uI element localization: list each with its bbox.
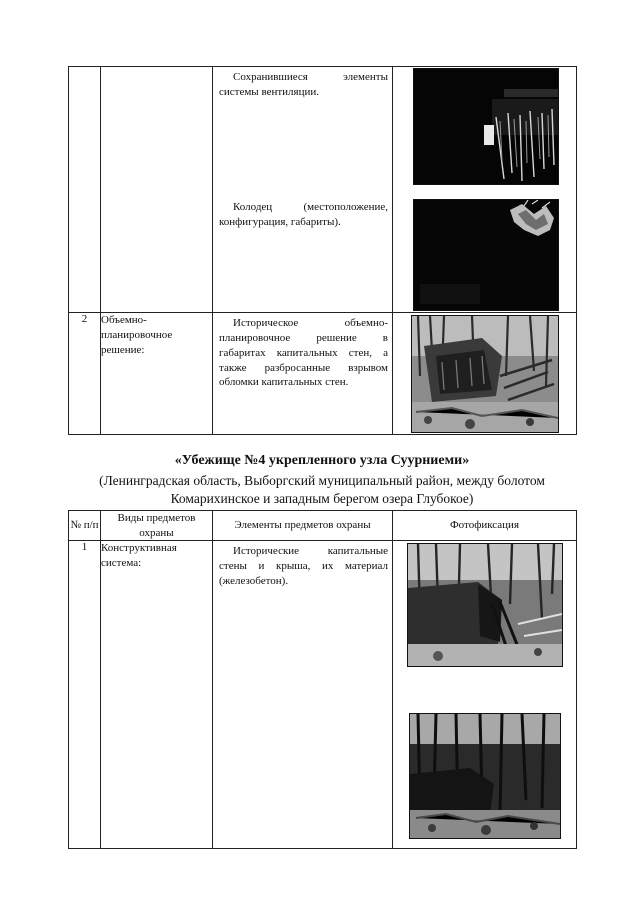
photo-well	[413, 199, 559, 311]
section-subtitle-line2: Комарихинское и западным берегом озера Глубокое)	[170, 491, 474, 506]
cell-number: 2	[69, 313, 101, 435]
cell-photo	[393, 313, 577, 435]
cell-photo	[393, 541, 577, 849]
table-row	[69, 541, 577, 849]
header-photo: Фотофиксация	[393, 511, 577, 541]
table-protection-subjects	[68, 510, 577, 849]
header-protection-type: Виды предметов охраны	[101, 511, 213, 541]
table-header-row	[69, 511, 577, 541]
element-ventilation-text: Сохранившиеся элементы системы вентиляции.	[219, 71, 388, 98]
element-well-text: Колодец (местоположение, конфигурация, габариты).	[219, 201, 388, 228]
section-subtitle-line1: (Ленинградская область, Выборгский муниципальный район, между болотом	[99, 473, 545, 488]
cell-protection-elements	[213, 313, 393, 435]
photo-ventilation	[413, 68, 559, 185]
table-continuation	[68, 66, 577, 435]
cell-number	[69, 67, 101, 313]
cell-photo	[393, 67, 577, 313]
header-protection-elements: Элементы предметов охраны	[213, 511, 393, 541]
cell-protection-type: Конструктивная система:	[101, 541, 213, 849]
cell-protection-type	[101, 67, 213, 313]
photo-structure-2	[409, 713, 561, 839]
cell-number: 1	[69, 541, 101, 849]
element-structure-text: Исторические капитальные стены и крыша, их материал (железобетон).	[219, 545, 388, 587]
element-layout-text: Историческое объемно-планировочное решение в габаритах капитальных стен, а также разбросанные взрывом обломки капитальных стен.	[219, 317, 388, 389]
section-title: «Убежище №4 укрепленного узла Суурниеми»	[174, 453, 470, 468]
cell-protection-elements	[213, 541, 393, 849]
cell-protection-type: Объемно-планировочное решение:	[101, 313, 213, 435]
table-row	[69, 313, 577, 435]
photo-layout-ruins	[411, 315, 559, 433]
photo-structure-1	[407, 543, 563, 667]
header-number: № п/п	[69, 511, 101, 541]
table-row	[69, 67, 577, 313]
cell-protection-elements	[213, 67, 393, 313]
